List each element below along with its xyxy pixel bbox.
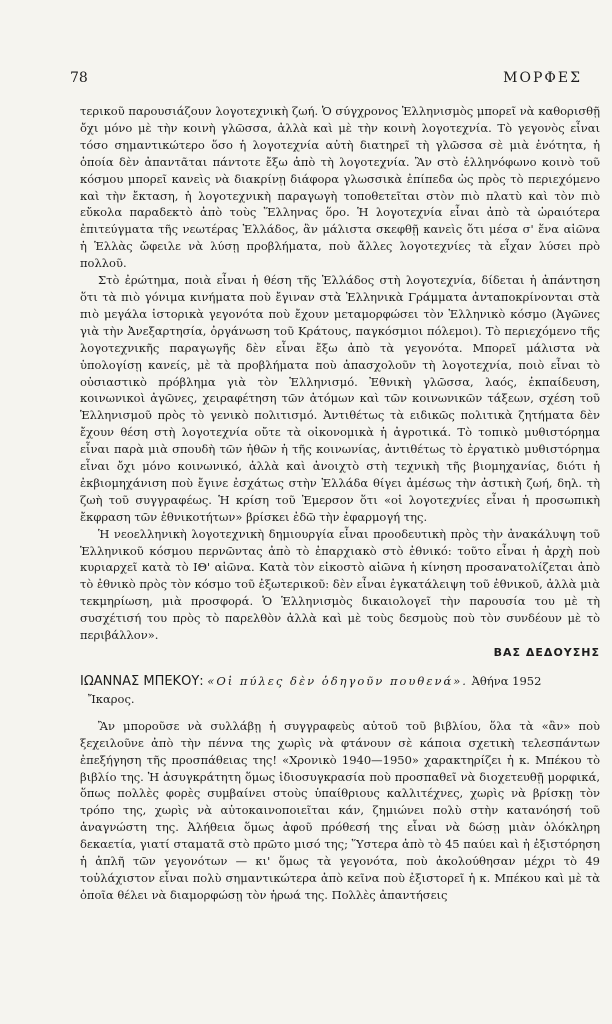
page-body <box>80 103 600 904</box>
essay-paragraph: Στὸ ἐρώτημα, ποιὰ εἶναι ἡ θέση τῆς Ἑλλάδος στὴ λογοτεχνία, δίδεται ἡ ἀπάντηση ὅτι τὰ πιὸ γόνιμα κινήματα ποὺ ἔγιναν στὰ Ἑλληνικὰ Γράμματα ἀνταποκρίνονται στὰ πιὸ μεγάλα ἱστορικὰ γεγονότα ποὺ ἔχουν μεταμορφώσει τὸν Ἑλληνικὸ κόσμο (Ἀγῶνες γιὰ τὴν Ἀνεξαρτησία, ὀργάνωση τοῦ Κράτους, παγκόσμιοι πόλεμοι). Τὸ περιεχόμενο τῆς λογοτεχνικῆς παραγωγῆς δὲν εἶναι ἔξω ἀπὸ τὰ γεγονότα. Μπορεῖ μάλιστα νὰ ὑπολογίσῃ κανείς, μὲ τὰ προβλήματα ποὺ ἀπασχολοῦν τὴ λογοτεχνία, ποιὸ εἶναι τὸ οὐσιαστικὸ πρόβλημα γιὰ τὸν Ἑλληνισμό. Ἐθνικὴ γλῶσσα, λαός, ἐκπαίδευση, κοινωνικοὶ ἀγῶνες, χειραφέτηση τῶν ἀτόμων καὶ τῶν κοινωνικῶν τάξεων, σχέση τοῦ Ἑλληνισμοῦ πρὸς τὸ γενικὸ πολιτισμό. Ἀντιθέτως τὰ ειδικῶς πολιτικὰ ζητήματα δὲν ἔχουν θέση στὴ λογοτεχνία οὔτε τὰ οἰκονομικὰ ἡ ἀγροτικά. Τὸ τοπικὸ μυθιστόρημα εἶναι παρὰ μιὰ σπουδὴ τῶν ἠθῶν ἡ τῆς κοινωνίας, ἀντιθέτως τὸ ἐργατικὸ μυθιστόρημα εἶναι ὄχι μόνο κοινωνικό, ἀλλὰ καὶ ἀνοιχτὸ στὴ τεχνικὴ τῆς βιομηχανίας, διότι ἡ ἐκβιομηχάνιση ποὺ ἔγινε ἐσχάτως στὴν Ἑλλάδα θίγει ἀμέσως τὴν ἀστικὴ ζωή, δηλ. τὴ ζωὴ τοῦ συγγραφέως. Ἡ κρίση τοῦ Ἐμερσον ὅτι «οἱ λογοτεχνίες εἶναι ἡ προσωπικὴ ἔκφραση τῶν ἐθνικοτήτων» βρίσκει ἐδῶ τὴν ἐφαρμογή της. <box>80 273 600 524</box>
essay-paragraph: τερικοῦ παρουσιάζουν λογοτεχνικὴ ζωή. Ὁ σύγχρονος Ἑλληνισμὸς μπορεῖ νὰ καθορισθῇ ὄχι μόνο μὲ τὴν κοινὴ γλῶσσα, ἀλλὰ καὶ μὲ τὴν κοινὴ λογοτεχνία. Τὸ γεγονὸς εἶναι τόσο σημαντικώτερο ὅσο ἡ λογοτεχνία αὐτὴ διατηρεῖ τὴ γλῶσσα σὲ μιὰ ἑνότητα, ἡ ὁποία δὲν ἀπαντᾶται πάντοτε ἔξω ἀπὸ τὴ λογοτεχνία. Ἂν στὸ ἑλληνόφωνο κοινὸ τοῦ κόσμου μπορεῖ κανεὶς νὰ διακρίνῃ διάφορα γλωσσικὰ ἐπίπεδα ὡς πρὸς τὸ περιεχόμενο καὶ τὴν ἔκταση, ἡ λογοτεχνικὴ παραγωγὴ τοποθετεῖται στὸν πιὸ πλατὺ καὶ τὸν πιὸ εὔκολα παραδεκτὸ ἀπὸ τοὺς Ἕλληνας ὅρο. Ἡ λογοτεχνία εἶναι ἀπὸ τὰ ὡραιότερα ἐπιτεύγματα τῆς νεωτέρας Ἑλλάδος, ἂν μάλιστα σκεφθῇ κανεὶς ὅτι μέσα σ' ἕνα αἰῶνα ἡ Ἑλλὰς ὤφειλε νὰ λύσῃ προβλήματα, ποὺ ἄλλες λογοτεχνίες τὰ εἶχαν λύσει πρὸ πολλοῦ. <box>80 104 600 271</box>
review-heading <box>80 673 600 708</box>
review-place-year: Ἀθήνα 1952 <box>471 674 542 688</box>
review-paragraph: Ἂν μποροῦσε νὰ συλλάβῃ ἡ συγγραφεὺς αὐτοῦ τοῦ βιβλίου, ὅλα τὰ «ἂν» ποὺ ξεχειλοῦνε ἀπὸ τὴν πέννα της χωρὶς νὰ φτάνουν σὲ κάποια σχετικὴ τελεσπάντων ἐπεξήγηση τῆς προσπάθειας της! «Χρονικὸ 1940—1950» χαρακτηρίζει ἡ κ. Μπέκου τὸ βιβλίο της. Ἡ ἀσυγκράτητη ὅμως ἰδιοσυγκρασία ποὺ προσπαθεῖ νὰ διοχετευθῇ μορφικά, ὅπως πολλὲς φορὲς συμβαίνει στοὺς ὑπαίθριους καλλιτέχνες, χωρὶς νὰ βρίσκῃ τὸν τρόπο της, χωρὶς νὰ αὐτοκαινοποιεῖται κάν, ζημιώνει πολὺ στὴν κατανόησή τοῦ ἀναγνώστη της. Ἀλήθεια ὅμως ἀφοῦ πρόθεσή της εἶναι νὰ δώσῃ μιὰν ὁλόκληρη δεκαετία, γιατί σταματᾶ στὸ πρῶτο μισό της; Ὕστερα ἀπὸ τὸ 45 παύει καὶ ἡ ἐξιστόρηση ἡ ἁπλῆ τῶν γεγονότων — κι' ὅμως τὰ γεγονότα, ποὺ ἀκολούθησαν μέχρι τὸ 49 τοὐλάχιστον εἶναι πολὺ σημαντικώτερα ἀπὸ κεῖνα ποὺ ἐξιστορεῖ ἡ κ. Μπέκου καὶ μὲ τὰ ὁποῖα θέλει νὰ διαμορφώσῃ τὸν ἡρωά της. Πολλὲς ἀπαντήσεις <box>80 718 600 902</box>
review-publisher: Ἴκαρος. <box>88 691 135 706</box>
page-number: 78 <box>70 70 88 86</box>
journal-title: ΜΟΡΦΕΣ <box>503 70 582 86</box>
author-signature: ΒΑΣ ΔΕΔΟΥΣΗΣ <box>493 646 600 659</box>
review-author: ΙΩΑΝΝΑΣ ΜΠΕΚΟΥ: <box>80 674 204 689</box>
essay-paragraph: Ἡ νεοελληνικὴ λογοτεχνικὴ δημιουργία εἶναι προοδευτικὴ πρὸς τὴν ἀνακάλυψη τοῦ Ἑλληνικοῦ κόσμου περνῶντας ἀπὸ τὸ ἐπαρχιακὸ στὸ ἐθνικό: τοῦτο εἶναι ἡ ἀρχὴ ποὺ κυριαρχεῖ κατὰ τὸ ΙΘ' αἰῶνα. Κατὰ τὸν εἰκοστὸ αἰῶνα ἡ κίνηση προσανατολίζεται ἀπὸ τὸ ἐθνικὸ πρὸς τὸν κόσμο τοῦ ἐξωτερικοῦ: δὲν εἶναι ἐγκατάλειψη τοῦ ἐθνικοῦ, ἀλλὰ μιὰ τεκμηρίωση, μιὰ προσφορά. Ὁ Ἑλληνισμὸς δικαιολογεῖ τὴν παρουσία του μὲ τὴ συσχέτισή του πρὸς τὸ παρελθὸν ἀλλὰ καὶ μὲ τοὺς δεσμοὺς ποὺ τὸν συνδέουν μὲ τὸ περιβάλλον». <box>80 526 600 643</box>
page-header <box>70 70 582 90</box>
review-book-title: «Οἱ πύλες δὲν ὁδηγοῦν πουθενά». <box>207 674 468 688</box>
